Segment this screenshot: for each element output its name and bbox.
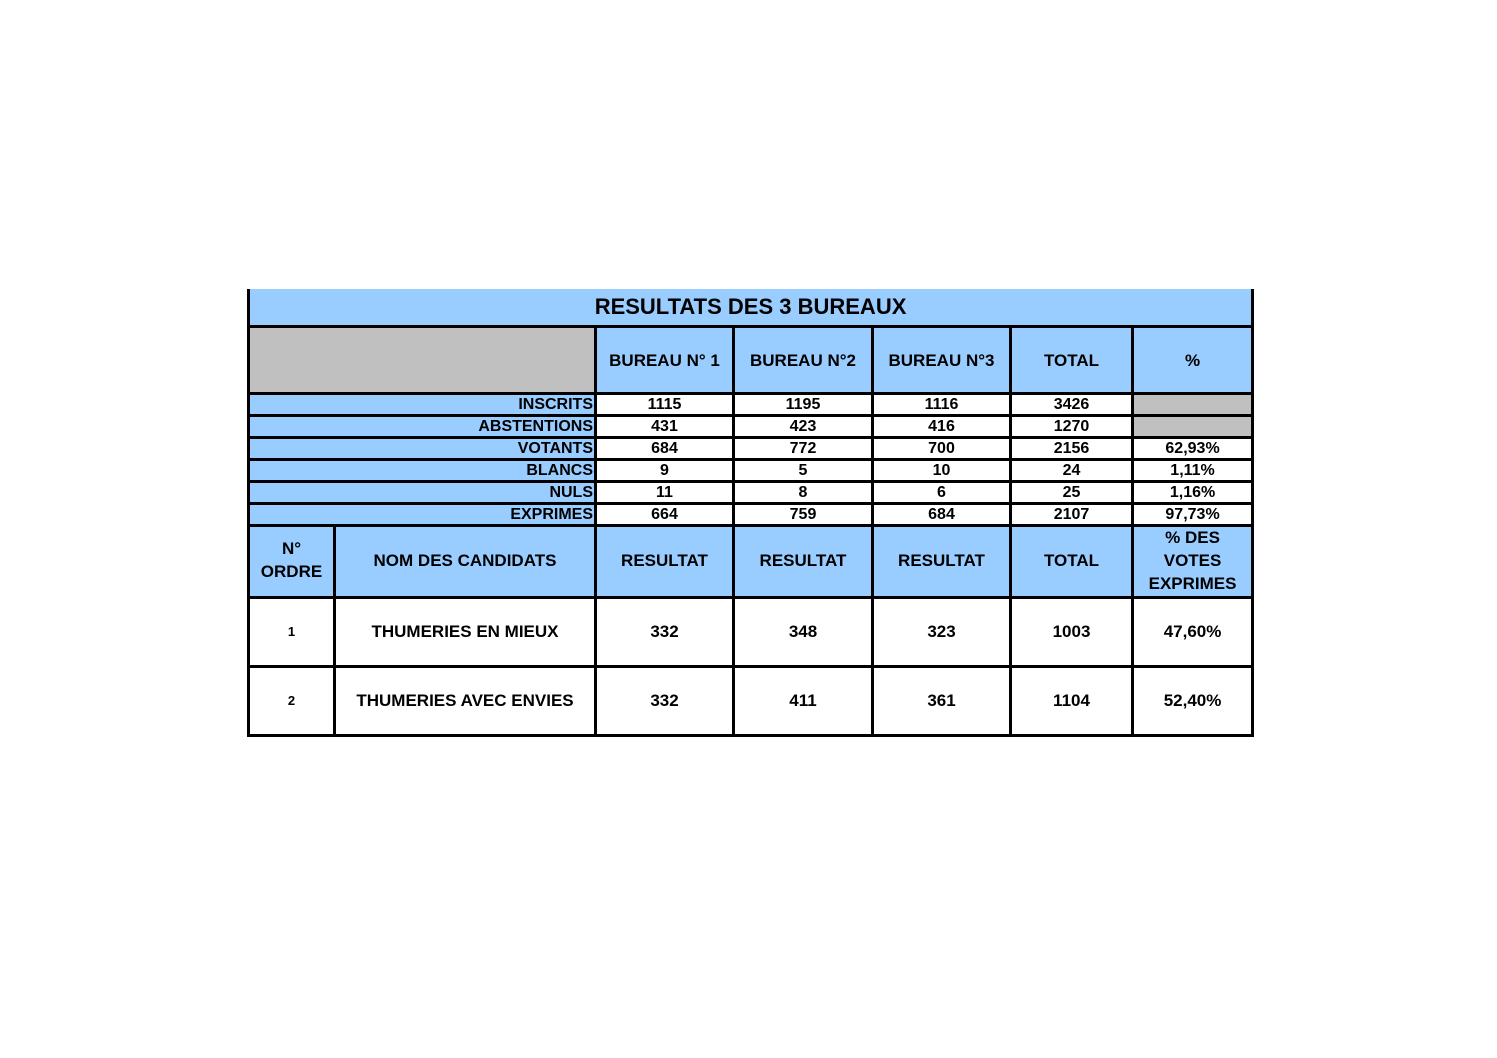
stat-total: 24 — [1011, 460, 1133, 482]
stat-bureau-3: 700 — [873, 438, 1011, 460]
stat-percent: 1,16% — [1133, 482, 1253, 504]
stat-label: ABSTENTIONS — [249, 416, 596, 438]
stat-percent-empty — [1133, 394, 1253, 416]
stat-bureau-3: 10 — [873, 460, 1011, 482]
stat-total: 3426 — [1011, 394, 1133, 416]
header-ordre: N° ORDRE — [249, 526, 335, 598]
header-resultat-2: RESULTAT — [734, 526, 873, 598]
header-percent: % — [1133, 327, 1253, 394]
candidate-ordre: 2 — [249, 666, 335, 735]
stat-percent-empty — [1133, 416, 1253, 438]
stat-total: 25 — [1011, 482, 1133, 504]
candidate-resultat-1: 332 — [596, 666, 734, 735]
header-bureau-3: BUREAU N°3 — [873, 327, 1011, 394]
stat-row-blancs — [249, 460, 1253, 482]
candidates-header-row — [249, 526, 1253, 598]
stat-percent: 97,73% — [1133, 504, 1253, 526]
stat-bureau-2: 5 — [734, 460, 873, 482]
stat-label: INSCRITS — [249, 394, 596, 416]
header-total-candidats: TOTAL — [1011, 526, 1133, 598]
stat-bureau-3: 416 — [873, 416, 1011, 438]
candidate-nom: THUMERIES EN MIEUX — [335, 597, 596, 666]
candidate-percent: 47,60% — [1133, 597, 1253, 666]
stat-bureau-3: 684 — [873, 504, 1011, 526]
header-total: TOTAL — [1011, 327, 1133, 394]
candidate-resultat-1: 332 — [596, 597, 734, 666]
stat-bureau-2: 8 — [734, 482, 873, 504]
candidate-row — [249, 666, 1253, 735]
stat-label: EXPRIMES — [249, 504, 596, 526]
stat-label: NULS — [249, 482, 596, 504]
stat-row-nuls — [249, 482, 1253, 504]
stat-row-votants — [249, 438, 1253, 460]
stat-row-abstentions — [249, 416, 1253, 438]
stat-total: 2156 — [1011, 438, 1133, 460]
stat-bureau-2: 759 — [734, 504, 873, 526]
header-percent-exprimes: % DES VOTES EXPRIMES — [1133, 526, 1253, 598]
title-row — [249, 289, 1253, 327]
candidate-nom: THUMERIES AVEC ENVIES — [335, 666, 596, 735]
stat-row-exprimes — [249, 504, 1253, 526]
header-blank-cell — [249, 327, 596, 394]
results-table — [247, 289, 1254, 737]
header-resultat-1: RESULTAT — [596, 526, 734, 598]
bureau-header-row — [249, 327, 1253, 394]
stat-bureau-1: 9 — [596, 460, 734, 482]
candidate-total: 1104 — [1011, 666, 1133, 735]
stat-bureau-3: 6 — [873, 482, 1011, 504]
candidate-resultat-2: 348 — [734, 597, 873, 666]
table-title: RESULTATS DES 3 BUREAUX — [249, 289, 1253, 327]
candidate-resultat-3: 361 — [873, 666, 1011, 735]
stat-bureau-2: 1195 — [734, 394, 873, 416]
stat-row-inscrits — [249, 394, 1253, 416]
stat-bureau-2: 423 — [734, 416, 873, 438]
stat-bureau-3: 1116 — [873, 394, 1011, 416]
stat-label: VOTANTS — [249, 438, 596, 460]
stat-total: 2107 — [1011, 504, 1133, 526]
stat-bureau-1: 1115 — [596, 394, 734, 416]
header-resultat-3: RESULTAT — [873, 526, 1011, 598]
candidate-row — [249, 597, 1253, 666]
stat-bureau-2: 772 — [734, 438, 873, 460]
candidate-total: 1003 — [1011, 597, 1133, 666]
header-bureau-1: BUREAU N° 1 — [596, 327, 734, 394]
stat-total: 1270 — [1011, 416, 1133, 438]
candidate-resultat-3: 323 — [873, 597, 1011, 666]
stat-percent: 1,11% — [1133, 460, 1253, 482]
stat-percent: 62,93% — [1133, 438, 1253, 460]
candidate-percent: 52,40% — [1133, 666, 1253, 735]
header-nom-candidats: NOM DES CANDIDATS — [335, 526, 596, 598]
stat-bureau-1: 431 — [596, 416, 734, 438]
candidate-ordre: 1 — [249, 597, 335, 666]
stat-bureau-1: 11 — [596, 482, 734, 504]
candidate-resultat-2: 411 — [734, 666, 873, 735]
stat-label: BLANCS — [249, 460, 596, 482]
stat-bureau-1: 664 — [596, 504, 734, 526]
header-bureau-2: BUREAU N°2 — [734, 327, 873, 394]
stat-bureau-1: 684 — [596, 438, 734, 460]
